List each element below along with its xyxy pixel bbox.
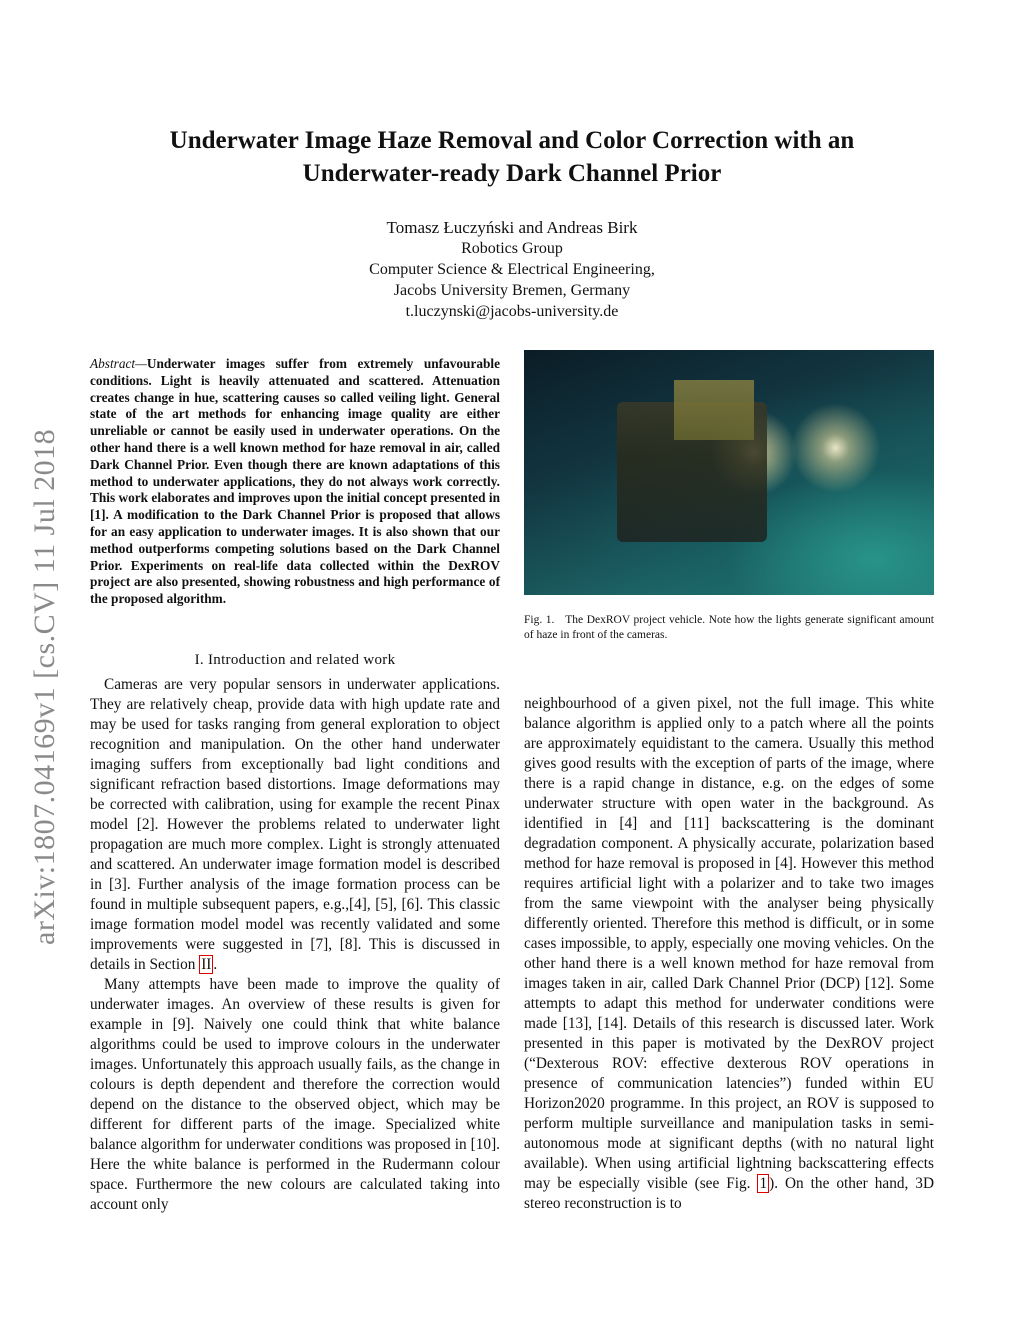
author-block [90, 217, 934, 322]
paragraph-1-text: Cameras are very popular sensors in underwater applications. They are relatively cheap, provide data with high update rate and may be used for tasks ranging from general exploration to object recognition and manipulation. On the other hand underwater imaging suffers from exceptionally bad light conditions and significant refraction based distortions. Image deformations may be corrected with calibration, using for example the recent Pinax model [2]. However the problems related to underwater light propagation are much more complex. Light is strongly attenuated and scattered. An underwater image formation model is described in [3]. Further analysis of the image formation process can be found in multiple subsequent papers, e.g.,[4], [5], [6]. This classic image formation model model was recently validated and some improvements were suggested in [7], [8]. This is discussed in details in Section [90, 676, 500, 973]
figure-rov-photo [524, 350, 934, 595]
paragraph-2: Many attempts have been made to improve the quality of underwater images. An overview of these results is given for example in [9]. Naively one could think that white balance algorithms could be used to improve colours in the underwater images. Unfortunately this approach usually fails, as the change in colours is depth dependent and therefore the correction would depend on the distance to the observed object, which may be different for different parts of the image. Specialized white balance algorithm for underwater conditions was proposed in [10]. Here the white balance is performed in the Rudermann colour space. Furthermore the new colours are calculated taking into account only [90, 976, 500, 1213]
title-line-1: Underwater Image Haze Removal and Color Correction with an [169, 127, 855, 154]
paragraph-3-text: neighbourhood of a given pixel, not the full image. This white balance algorithm is applied only to a patch where all the points are approximately equidistant to the camera. Usually this method gives good results with the exception of parts of the image, where there is a rapid change in distance, e.g. on the edges of some underwater structure with open water in the background. As identified in [4] and [11] backscattering is the dominant degradation component. A physically accurate, polarization based method for haze removal is proposed in [4]. However this method requires artificial light with a polarizer and to take two images from the same viewpoint with the analyser being physically differently oriented. Therefore this method is difficult, or in some cases impossible, to apply, especially one moving vehicles. On the other hand there is a well known method for haze removal from images taken in air, called Dark Channel Prior (DCP) [12]. Some attempts to adapt this method for underwater conditions were made [13], [14]. Details of this research is discussed later. Work presented in this paper is motivated by the DexROV project (“Dexterous ROV: effective dexterous ROV operations in presence of communication latencies”) funded within EU Horizon2020 programme. In this project, an ROV is supposed to perform multiple surveillance and manipulation tasks in semi-autonomous mode at significant depths (with no natural light available). When using artificial lightning backscattering effects may be especially visible (see Fig. [524, 695, 934, 1192]
author-group: Robotics Group [461, 240, 563, 257]
figure-caption-text: The DexROV project vehicle. Note how the lights generate significant amount of haze in front of the cameras. [524, 614, 934, 641]
figure-ref-link[interactable]: 1 [759, 1175, 768, 1192]
author-department: Computer Science & Electrical Engineering, [369, 261, 655, 278]
abstract [90, 356, 500, 608]
author-email: t.luczynski@jacobs-university.de [405, 303, 619, 320]
arxiv-stamp: arXiv:1807.04169v1 [cs.CV] 11 Jul 2018 [28, 428, 61, 945]
figure-caption [524, 613, 934, 643]
left-column-body [90, 675, 500, 1215]
section-heading: I. Introduction and related work [194, 652, 396, 668]
rov-frame-shape [674, 380, 754, 440]
right-column-body [524, 694, 934, 1214]
section-ref-link[interactable]: II [201, 956, 212, 973]
author-names: Tomasz Łuczyński and Andreas Birk [386, 218, 638, 237]
figure-caption-label: Fig. 1. [524, 614, 555, 626]
paragraph-3 [524, 694, 934, 1214]
title-line-2: Underwater-ready Dark Channel Prior [302, 160, 722, 187]
abstract-text: Underwater images suffer from extremely unfavourable conditions. Light is heavily attenuated and scattered. Attenuation creates change in hue, scattering causes so called veiling light. General state of the art methods for enhancing image quality are either unreliable or cannot be easily used in underwater operations. On the other hand there is a well known method for haze removal in air, called Dark Channel Prior. Even though there are known adaptations of this method to underwater applications, they do not always work correctly. This work elaborates and improves upon the initial concept presented in [1]. A modification to the Dark Channel Prior is proposed that allows for an easy application to underwater images. It is also shown that our method outperforms competing solutions based on the Dark Channel Prior. Experiments on real-life data collected within the DexROV project are also presented, showing robustness and high performance of the proposed algorithm. [90, 356, 500, 607]
author-institution: Jacobs University Bremen, Germany [393, 282, 631, 299]
abstract-lead: Abstract— [90, 356, 147, 371]
paper-title [90, 124, 934, 190]
paragraph-1-end: . [213, 956, 218, 973]
paragraph-3-end: ). On the other hand, 3D stereo reconstruction is to [524, 1175, 934, 1212]
paragraph-1 [90, 675, 500, 975]
